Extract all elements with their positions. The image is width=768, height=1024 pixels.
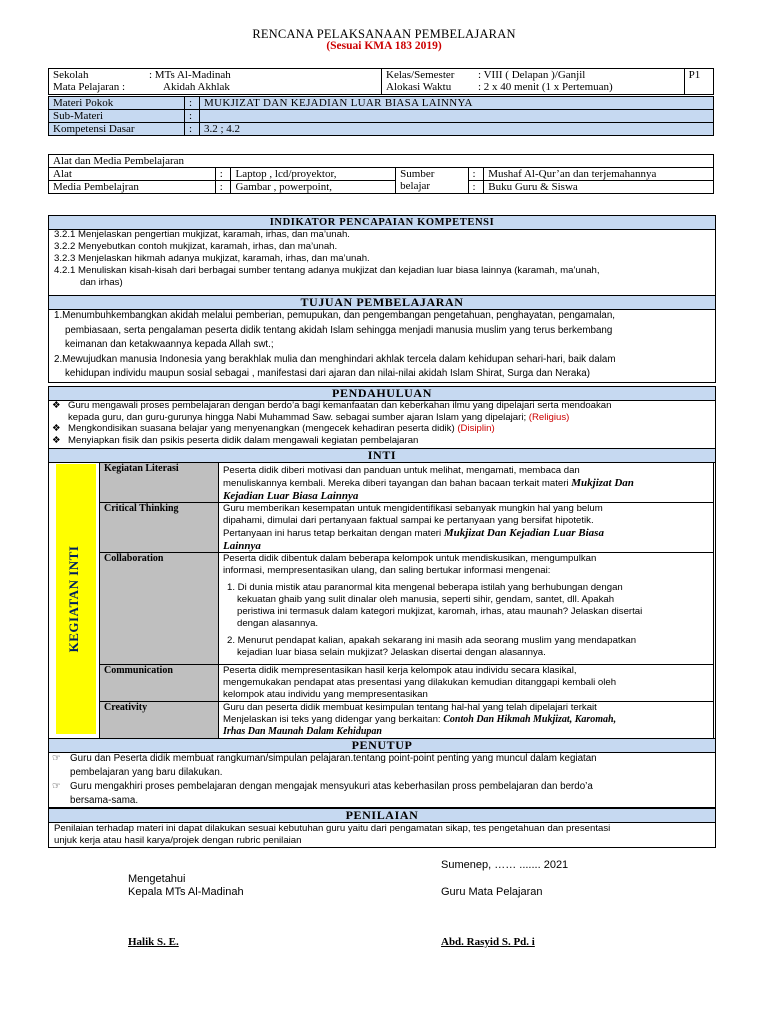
pendahuluan-item-1 (52, 400, 712, 412)
header-table-materi (48, 96, 714, 136)
pendahuluan-item-1-text-2: kepada guru, dan guru-gurunya hingga Nabi Muhammad Saw. sebagai sumber ajaran Islam yang dipelajari; (68, 411, 527, 423)
place-date: Sumenep, …… ....... 2021 (441, 859, 569, 871)
alat-value: Laptop , lcd/proyektor, (231, 168, 396, 181)
penutup-item-1-cont: pembelajaran yang baru dilakukan. (70, 767, 223, 778)
guru-label: Guru Mata Pelajaran (441, 886, 543, 898)
literasi-line-1: Peserta didik diberi motivasi dan panduan untuk melihat, mengamati, membaca dan (223, 465, 580, 476)
sumber-colon-2: : (468, 181, 484, 194)
comm-line-2: mengemukakan pendapat atas presentasi yang dilakukan kemudian ditanggapi kembali oleh (223, 677, 617, 688)
kegiatan-inti-label: KEGIATAN INTI (66, 545, 81, 653)
collaboration-label: Collaboration (100, 553, 219, 665)
media-value: Gambar , powerpoint, (231, 181, 396, 194)
pendahuluan-heading: PENDAHULUAN (48, 386, 716, 401)
creat-line-1: Guru dan peserta didik membuat kesimpulan tentang hal-hal yang telah dipelajari terkait (223, 702, 597, 713)
penutup-item-1 (52, 752, 712, 766)
tujuan-item-2: 2.Mewujudkan manusia Indonesia yang berakhlak mulia dan menghindari akhlak tercela dalam kehidupan sehari-hari, baik dalam (54, 353, 616, 365)
tujuan-item-1-cont-1: pembiasaan, serta pengalaman peserta didik tentang akidah Islam sehingga menjadi manusia muslim yang terus berkembang (65, 324, 613, 336)
comm-line-3: kelompok atau individu yang mempresentasikan (223, 689, 428, 700)
alat-label: Alat (49, 168, 216, 181)
inti-heading: INTI (48, 448, 716, 463)
collaboration-text (219, 553, 714, 665)
creat-emphasis-2: Irhas Dan Maunah Dalam Kehidupan (223, 726, 382, 737)
materi-label: Materi Pokok (49, 97, 185, 110)
sekolah-label: Sekolah (53, 69, 89, 81)
penilaian-line-1: Penilaian terhadap materi ini dapat dilakukan sesuai kebutuhan guru yaitu dari pengamatan sikap, tes pengetahuan dan presentasi (54, 823, 611, 834)
indikator-item-4-cont: dan irhas) (80, 277, 123, 288)
penilaian-heading: PENILAIAN (48, 808, 716, 823)
creativity-text (219, 702, 714, 739)
media-colon: : (215, 181, 231, 194)
mapel-label: Mata Pelajaran : (53, 81, 126, 93)
indikator-item-2: 3.2.2 Menyebutkan contoh mukjizat, karamah, irhas, dan ma’unah. (54, 241, 338, 252)
collab-question-1: 1. Di dunia mistik atau paranormal kita mengenal beberapa istilah yang berhubungan dengan (227, 582, 623, 593)
tujuan-heading: TUJUAN PEMBELAJARAN (48, 295, 716, 310)
collab-question-2-line-2: kejadian luar biasa selain mukjizat? Jelaskan disertai dengan alasannya. (237, 647, 546, 658)
religius-tag: (Religius) (528, 411, 570, 423)
critical-thinking-label: Critical Thinking (100, 503, 219, 553)
ct-emphasis-1: Mukjizat Dan Kejadian Luar Biasa (443, 527, 604, 539)
class-cell (382, 69, 685, 95)
alokasi-value: : 2 x 40 menit (1 x Pertemuan) (478, 81, 613, 93)
pendahuluan-list (52, 400, 712, 446)
penutup-item-1-text: Guru dan Peserta didik membuat rangkuman/simpulan pelajaran.tentang point-point penting yang muncul dalam kegiatan (70, 753, 597, 764)
ct-line-1: Guru memberikan kesempatan untuk mengidentifikasi sebanyak mungkin hal yang belum (223, 503, 603, 514)
submateri-label: Sub-Materi (49, 110, 185, 123)
meeting-cell (684, 69, 713, 95)
sumber-label: Sumber belajar (396, 168, 468, 194)
mapel-value: Akidah Akhlak (163, 81, 230, 93)
collab-line-2: informasi, mempresentasikan ulang, dan saling bertukar informasi mengenai: (223, 565, 551, 576)
sumber-value-1: Mushaf Al-Qur’an dan terjemahannya (484, 168, 714, 181)
pendahuluan-item-2 (52, 423, 712, 435)
communication-text (219, 665, 714, 702)
tujuan-list (54, 309, 714, 382)
penilaian-line-2: unjuk kerja atau hasil karya/projek dengan rubric penilaian (54, 835, 302, 846)
sekolah-value: : MTs Al-Madinah (149, 69, 231, 81)
ct-emphasis-2: Lainnya (223, 540, 261, 552)
pendahuluan-item-3-text: Menyiapkan fisik dan psikis peserta didik dalam mengawali kegiatan pembelajaran (68, 434, 419, 446)
kelas-value: : VIII ( Delapan )/Ganjil (478, 69, 586, 81)
document-title: RENCANA PELAKSANAAN PEMBELAJARAN (252, 27, 516, 41)
pointing-hand-icon: ☞ (52, 753, 61, 764)
penilaian-text (54, 823, 714, 847)
media-table (48, 154, 714, 194)
sumber-value-2: Buku Guru & Siswa (484, 181, 714, 194)
diamond-bullet-icon: ❖ (52, 434, 61, 446)
document-subtitle: (Sesuai KMA 183 2019) (326, 40, 442, 52)
creat-line-2: Menjelaskan isi teks yang didengar yang berkaitan: (223, 714, 441, 725)
collab-question-1-line-2: kekuatan ghaib yang sulit dinalar oleh manusia, seperti sihir, gendam, santet, dll. Apakah (237, 594, 615, 605)
penutup-heading: PENUTUP (48, 738, 716, 753)
disiplin-tag: (Disiplin) (457, 423, 495, 434)
inti-activity-table (99, 462, 714, 739)
indikator-item-3: 3.2.3 Menjelaskan hikmah adanya mukjizat, karamah, irhas, dan ma’unah. (54, 253, 370, 264)
collab-question-1-line-4: dengan alasannya. (237, 618, 319, 629)
media-heading: Alat dan Media Pembelajaran (49, 155, 714, 168)
collab-question-1-line-3: peristiwa ini termasuk dalam kategori mukjizat, karomah, irhas, atau maunah? Jelaskan disertai (237, 606, 643, 617)
communication-label: Communication (100, 665, 219, 702)
penutup-item-2-text: Guru mengakhiri proses pembelajaran dengan mengajak mensyukuri atas keberhasilan pross pembelajaran dan berdo’a (70, 781, 593, 792)
tujuan-item-1-cont-2: keimanan dan ketakwaannya kepada Allah swt.; (65, 339, 274, 350)
mengetahui-label: Mengetahui (128, 873, 186, 885)
alokasi-label: Alokasi Waktu (386, 81, 452, 93)
pendahuluan-item-1-cont (52, 412, 712, 424)
signatory-right-name: Abd. Rasyid S. Pd. i (441, 936, 535, 948)
kepala-label: Kepala MTs Al-Madinah (128, 886, 244, 898)
pendahuluan-item-2-text: Mengkondisikan suasana belajar yang menyenangkan (mengecek kehadiran peserta didik) (68, 423, 455, 434)
sumber-colon: : (468, 168, 484, 181)
tujuan-item-1: 1.Menumbuhkembangkan akidah melalui pemberian, pemupukan, dan pengembangan pengetahuan, penghayatan, pengamalan, (54, 310, 616, 321)
submateri-value (200, 110, 714, 123)
pendahuluan-item-1-text: Guru mengawali proses pembelajaran dengan berdo’a bagi kemanfaatan dan keberkahan ilmu yang dipelajari serta mendoakan (68, 400, 612, 411)
school-cell (49, 69, 382, 95)
penutup-list (52, 752, 712, 808)
indikator-item-1: 3.2.1 Menjelaskan pengertian mukjizat, karamah, irhas, dan ma’unah. (54, 229, 350, 240)
ct-line-3: Pertanyaan ini harus tetap berkaitan dengan materi (223, 528, 442, 539)
signatory-left-name: Halik S. E. (128, 936, 179, 948)
collab-question-2: 2. Menurut pendapat kalian, apakah sekarang ini masih ada seorang muslim yang mendapatkan (227, 635, 637, 646)
indikator-list (54, 229, 714, 289)
kd-colon: : (185, 123, 200, 136)
comm-line-1: Peserta didik mempresentasikan hasil kerja kelompok atau individu secara klasikal, (223, 665, 577, 676)
tujuan-item-2-cont: kehidupan individu maupun sosial sebagai , manifestasi dari ajaran dan nilai-nilai akidah Islam Shirat, Surga dan Neraka) (65, 368, 590, 379)
penutup-item-2 (52, 780, 712, 794)
creat-emphasis-1: Contoh Dan Hikmah Mukjizat, Karomah, (443, 714, 617, 725)
alat-colon: : (215, 168, 231, 181)
indikator-heading: INDIKATOR PENCAPAIAN KOMPETENSI (48, 215, 716, 230)
literasi-emphasis-2: Kejadian Luar Biasa Lainnya (223, 490, 359, 502)
materi-colon: : (185, 97, 200, 110)
materi-value: MUKJIZAT DAN KEJADIAN LUAR BIASA LAINNYA (200, 97, 714, 110)
kelas-label: Kelas/Semester (386, 69, 455, 81)
literasi-text (219, 463, 714, 503)
literasi-emphasis-1: Mukjizat Dan (571, 477, 634, 489)
pendahuluan-item-3 (52, 435, 712, 447)
penutup-item-2-cont: bersama-sama. (70, 795, 139, 806)
ct-line-2: dipahami, dimulai dari pertanyaan faktual sampai ke pertanyaan yang bersifat hipotetik. (223, 515, 594, 526)
pointing-hand-icon: ☞ (52, 781, 61, 792)
collab-line-1: Peserta didik dibentuk dalam beberapa kelompok untuk mendiskusikan, mengumpulkan (223, 553, 597, 564)
meeting-label: P1 (688, 69, 701, 81)
media-label: Media Pembelajran (49, 181, 216, 194)
kegiatan-inti-sidebar (56, 464, 96, 734)
header-table (48, 68, 714, 95)
diamond-bullet-icon: ❖ (52, 400, 61, 411)
kd-value: 3.2 ; 4.2 (200, 123, 714, 136)
critical-thinking-text (219, 503, 714, 553)
kd-label: Kompetensi Dasar (49, 123, 185, 136)
literasi-label: Kegiatan Literasi (100, 463, 219, 503)
literasi-line-2: menuliskannya kembali. Mereka diberi tayangan dan bahan bacaan terkait materi (223, 478, 569, 489)
diamond-bullet-icon: ❖ (52, 423, 61, 434)
creativity-label: Creativity (100, 702, 219, 739)
indikator-item-4: 4.2.1 Menuliskan kisah-kisah dari berbagai sumber tentang adanya mukjizat dan kejadian luar biasa lainnya (karamah, ma’unah, (54, 265, 600, 276)
submateri-colon: : (185, 110, 200, 123)
